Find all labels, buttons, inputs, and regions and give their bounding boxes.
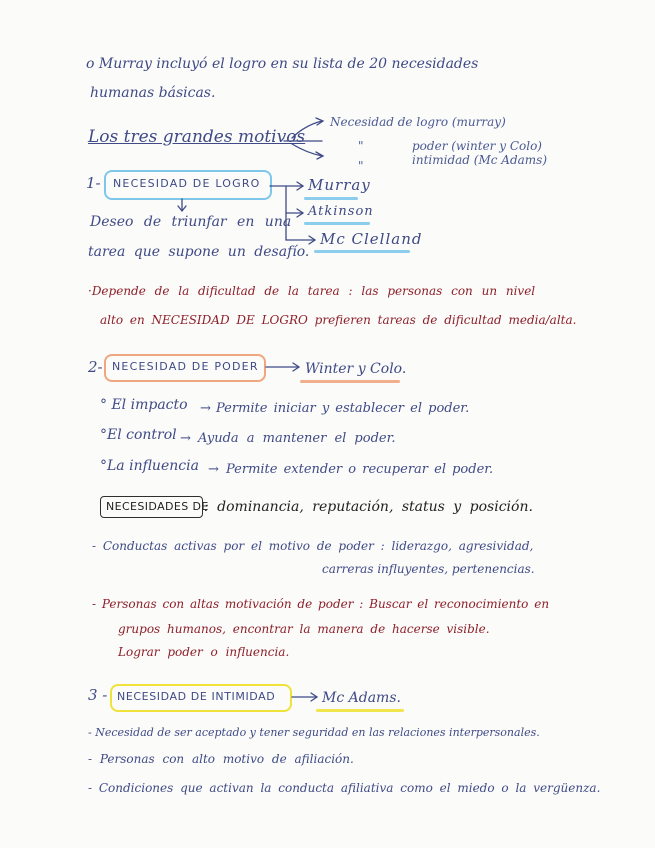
conductas-line-1: - Conductas activas por el motivo de poder : liderazgo, agresividad, bbox=[92, 539, 534, 553]
personas-poder-line-2: grupos humanos, encontrar la manera de hacerse visible. bbox=[118, 622, 490, 636]
intimidad-line-1: - Necesidad de ser aceptado y tener seguridad en las relaciones interpersonales. bbox=[88, 726, 540, 739]
logro-author-atkinson: Atkinson bbox=[308, 204, 374, 219]
poder-item-influencia-term: °La influencia bbox=[100, 458, 199, 474]
logro-desc-2: tarea que supone un desafío. bbox=[88, 244, 310, 260]
motivos-ditto-2: " bbox=[358, 159, 364, 173]
poder-item-impacto-term: ° El impacto bbox=[100, 397, 188, 413]
poder-item-control-arrow: → bbox=[180, 431, 191, 446]
necesidades-text: : dominancia, reputación, status y posición. bbox=[204, 499, 533, 515]
intimidad-number: 3 - bbox=[88, 686, 108, 704]
logro-author-murray: Murray bbox=[308, 176, 371, 194]
conductas-line-2: carreras influyentes, pertenencias. bbox=[322, 562, 535, 576]
motivos-branch-intimidad: intimidad (Mc Adams) bbox=[412, 153, 547, 167]
logro-heading: NECESIDAD DE LOGRO bbox=[113, 177, 261, 190]
intimidad-line-3: - Condiciones que activan la conducta afiliativa como el miedo o la vergüenza. bbox=[88, 781, 601, 795]
intro-line-1: o Murray incluyó el logro en su lista de 20 necesidades bbox=[86, 56, 479, 72]
logro-desc-1: Deseo de triunfar en una bbox=[90, 214, 292, 230]
personas-poder-line-3: Lograr poder o influencia. bbox=[118, 645, 290, 659]
logro-note-1: ·Depende de la dificultad de la tarea : las personas con un nivel bbox=[88, 284, 536, 298]
intro-line-2: humanas básicas. bbox=[90, 85, 216, 101]
poder-number: 2- bbox=[88, 358, 103, 376]
poder-authors: Winter y Colo. bbox=[305, 361, 407, 377]
motivos-branch-poder: poder (winter y Colo) bbox=[412, 139, 542, 153]
personas-poder-line-1: - Personas con altas motivación de poder : Buscar el reconocimiento en bbox=[92, 597, 550, 611]
poder-item-control-desc: Ayuda a mantener el poder. bbox=[198, 431, 396, 446]
poder-heading: NECESIDAD DE PODER bbox=[112, 360, 259, 373]
intimidad-line-2: - Personas con alto motivo de afiliación. bbox=[88, 752, 354, 766]
poder-item-impacto-arrow: → bbox=[200, 401, 211, 416]
motivos-title: Los tres grandes motivos bbox=[88, 127, 306, 147]
poder-item-influencia-arrow: → bbox=[208, 462, 219, 477]
poder-item-impacto-desc: Permite iniciar y establecer el poder. bbox=[216, 401, 470, 416]
intimidad-heading: NECESIDAD DE INTIMIDAD bbox=[117, 690, 276, 703]
logro-note-2: alto en NECESIDAD DE LOGRO prefieren tareas de dificultad media/alta. bbox=[100, 313, 577, 327]
poder-item-influencia-desc: Permite extender o recuperar el poder. bbox=[226, 462, 494, 477]
poder-item-control-term: °El control bbox=[100, 427, 177, 443]
logro-author-mcclelland: Mc Clelland bbox=[320, 230, 423, 248]
motivos-ditto-1: " bbox=[358, 139, 364, 153]
necesidades-label: NECESIDADES DE bbox=[106, 500, 209, 513]
intimidad-authors: Mc Adams. bbox=[322, 690, 401, 706]
logro-number: 1- bbox=[86, 174, 101, 192]
motivos-branch-logro: Necesidad de logro (murray) bbox=[330, 115, 506, 129]
